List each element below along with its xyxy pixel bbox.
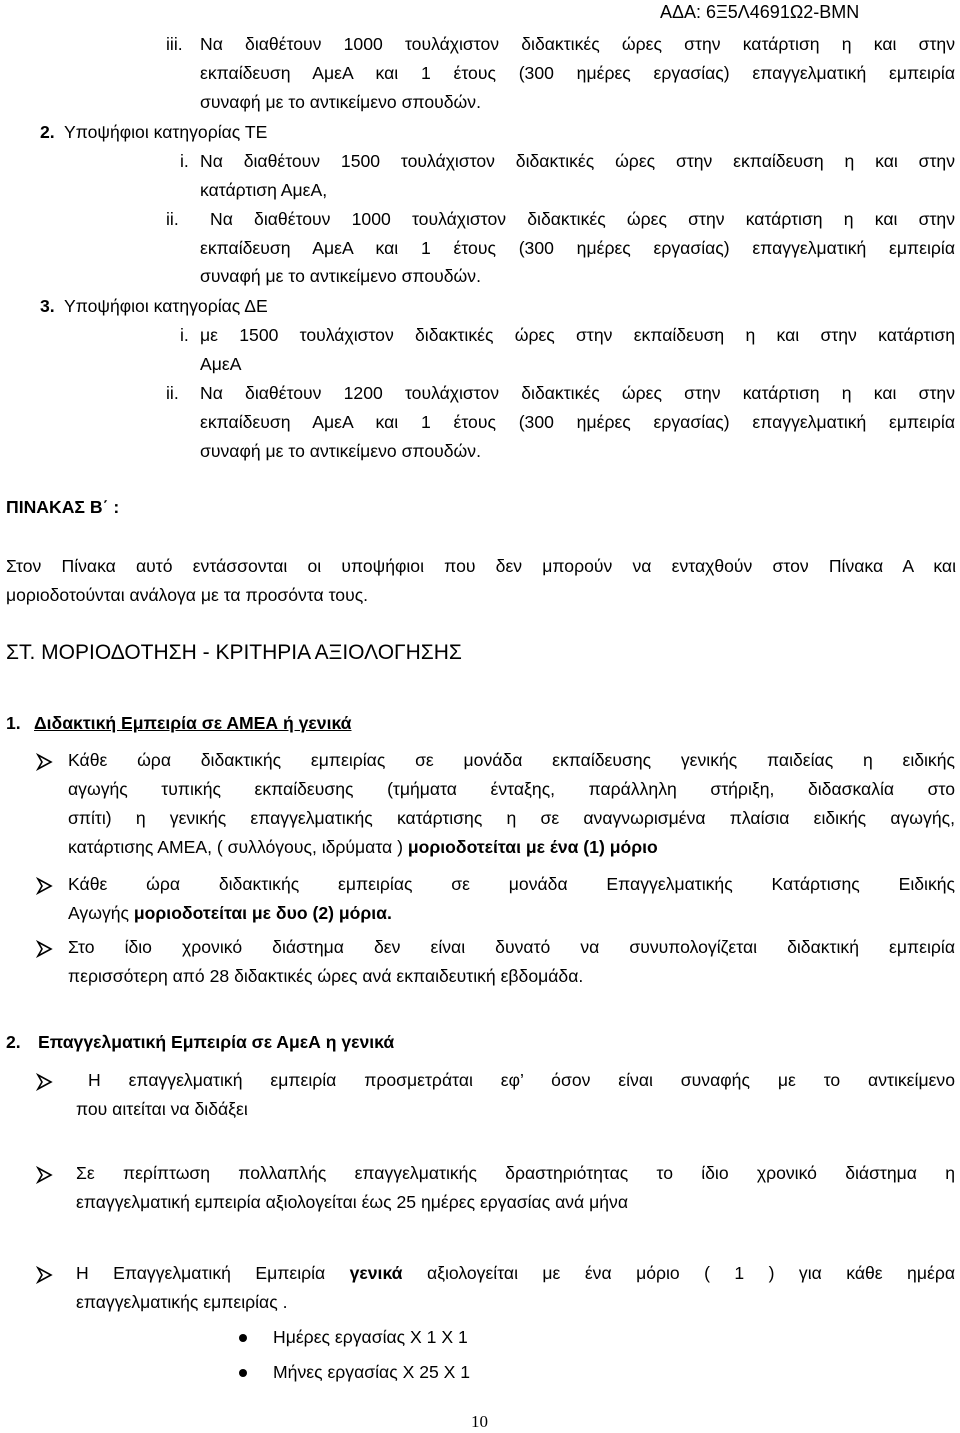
category-label: Υποψήφιοι κατηγορίας ΤΕ [64, 122, 268, 142]
item-text: Να διαθέτουν 1200 τουλάχιστον διδακτικές ώρες στην κατάρτιση η και στην [200, 383, 955, 403]
bullet-text [76, 1263, 955, 1284]
item-text: εκπαίδευση ΑμεΑ και 1 έτους (300 ημέρες εργασίας) επαγγελματική εμπειρία [200, 238, 955, 258]
arrow-bullet-icon [36, 1166, 54, 1184]
item-number: i. [180, 325, 189, 345]
bullet-text: επαγγελματική εμπειρία αξιολογείται έως 25 ημέρες εργασίας ανά μήνα [76, 1192, 628, 1212]
item-number: ii. [166, 209, 179, 229]
section-title: ΣΤ. ΜΟΡΙΟΔΟΤΗΣΗ - ΚΡΙΤΗΡΙΑ ΑΞΙΟΛΟΓΗΣΗΣ [6, 641, 462, 664]
item-text: συναφή με το αντικείμενο σπουδών. [200, 92, 481, 112]
bullet-text: που αιτείται να διδάξει [76, 1099, 248, 1119]
subsection-number: 1. [6, 713, 21, 733]
item-text: συναφή με το αντικείμενο σπουδών. [200, 441, 481, 461]
paragraph-text: μοριοδοτούνται ανάλογα με τα προσόντα τους. [6, 585, 369, 605]
table-b-heading: ΠΙΝΑΚΑΣ Β΄ : [6, 497, 120, 517]
bullet-text: σπίτι) η γενικής επαγγελματικής κατάρτισης η σε αναγνωρισμένα πλαίσια ειδικής αγωγής, [68, 808, 955, 828]
category-number: 2. [40, 122, 55, 142]
category-label: Υποψήφιοι κατηγορίας ΔΕ [64, 296, 268, 316]
bullet-text: Η επαγγελματική εμπειρία προσμετράται εφ’ όσον είναι συναφής με το αντικείμενο [88, 1070, 955, 1090]
item-text: κατάρτιση ΑμεΑ, [200, 180, 328, 200]
item-text: με 1500 τουλάχιστον διδακτικές ώρες στην εκπαίδευση η και στην κατάρτιση [200, 325, 955, 345]
page-number: 10 [471, 1412, 488, 1431]
paragraph-text: Στον Πίνακα αυτό εντάσσονται οι υποψήφιοι που δεν μπορούν να ενταχθούν στον Πίνακα Α και [6, 556, 956, 576]
bullet-text-part: Αγωγής [68, 903, 130, 923]
bullet-text-bold: μοριοδοτείται με δυο (2) μόρια. [133, 903, 392, 923]
bullet-text [68, 837, 658, 858]
item-number: i. [180, 151, 189, 171]
arrow-bullet-icon [36, 877, 54, 895]
ada-code: ΑΔΑ: 6Ξ5Λ4691Ω2-ΒΜΝ [660, 2, 860, 22]
item-text: εκπαίδευση ΑμεΑ και 1 έτους (300 ημέρες εργασίας) επαγγελματική εμπειρία [200, 412, 955, 432]
item-text: Να διαθέτουν 1000 τουλάχιστον διδακτικές ώρες στην κατάρτιση η και στην [200, 34, 955, 54]
bullet-text: επαγγελματικής εμπειρίας . [76, 1292, 288, 1312]
item-text: εκπαίδευση ΑμεΑ και 1 έτους (300 ημέρες εργασίας) επαγγελματική εμπειρία [200, 63, 955, 83]
bullet-text-part: κατάρτισης ΑΜΕΑ, ( συλλόγους, ιδρύματα ) [68, 837, 403, 857]
dot-item-text: Ημέρες εργασίας Χ 1 Χ 1 [273, 1327, 468, 1347]
subsection-number: 2. [6, 1032, 21, 1052]
bullet-text-bold: γενικά [349, 1263, 403, 1283]
dot-bullet-icon [239, 1334, 247, 1342]
subsection-title: Διδακτική Εμπειρία σε ΑΜΕΑ ή γενικά [34, 713, 352, 733]
bullet-text-part: Η Επαγγελματική Εμπειρία [76, 1263, 326, 1283]
subsection-title: Επαγγελματική Εμπειρία σε ΑμεΑ η γενικά [38, 1032, 395, 1052]
bullet-text: Κάθε ώρα διδακτικής εμπειρίας σε μονάδα Επαγγελματικής Κατάρτισης Ειδικής [68, 874, 955, 894]
arrow-bullet-icon [36, 940, 54, 958]
item-number: ii. [166, 383, 179, 403]
bullet-text: αγωγής τυπικής εκπαίδευσης (τμήματα ένταξης, παράλληλη στήριξη, διδασκαλία στο [68, 779, 955, 799]
item-text: συναφή με το αντικείμενο σπουδών. [200, 266, 481, 286]
bullet-text-part: αξιολογείται με ένα μόριο ( 1 ) για κάθε ημέρα [426, 1263, 955, 1283]
bullet-text: Στο ίδιο χρονικό διάστημα δεν είναι δυνατό να συνυπολογίζεται διδακτική εμπειρία [68, 937, 955, 957]
bullet-text: Σε περίπτωση πολλαπλής επαγγελματικής δραστηριότητας το ίδιο χρονικό διάστημα η [76, 1163, 955, 1183]
dot-bullet-icon [239, 1369, 247, 1377]
item-text: ΑμεΑ [200, 354, 242, 374]
item-text: Να διαθέτουν 1000 τουλάχιστον διδακτικές ώρες στην κατάρτιση η και στην [210, 209, 955, 229]
category-number: 3. [40, 296, 55, 316]
bullet-text [68, 903, 392, 924]
arrow-bullet-icon [36, 1266, 54, 1284]
item-text: Να διαθέτουν 1500 τουλάχιστον διδακτικές ώρες στην εκπαίδευση η και στην [200, 151, 955, 171]
bullet-text: περισσότερη από 28 διδακτικές ώρες ανά εκπαιδευτική εβδομάδα. [68, 966, 584, 986]
bullet-text: Κάθε ώρα διδακτικής εμπειρίας σε μονάδα εκπαίδευσης γενικής παιδείας η ειδικής [68, 750, 955, 770]
dot-item-text: Μήνες εργασίας Χ 25 Χ 1 [273, 1362, 471, 1382]
item-number: iii. [166, 34, 183, 54]
arrow-bullet-icon [36, 1073, 54, 1091]
bullet-text-bold: μοριοδοτείται με ένα (1) μόριο [407, 837, 658, 857]
arrow-bullet-icon [36, 753, 54, 771]
